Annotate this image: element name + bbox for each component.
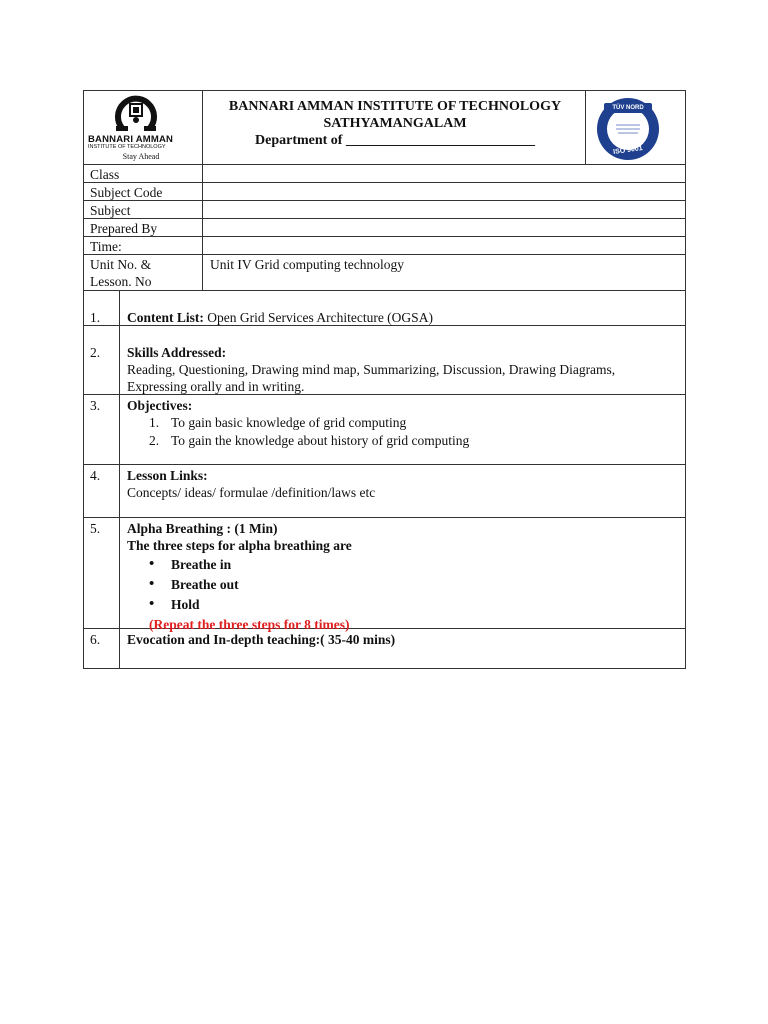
section-5-number: 5. <box>90 521 101 536</box>
table-border-right <box>685 90 686 669</box>
logo-tagline: Stay Ahead <box>122 152 160 161</box>
skills-line1: Reading, Questioning, Drawing mind map, Summarizing, Discussion, Drawing Diagrams, <box>127 362 616 377</box>
certification-logo <box>592 95 670 163</box>
repeat-note: (Repeat the three steps for 8 times) <box>149 617 350 632</box>
breathing-steps-list <box>147 556 352 616</box>
row-line <box>83 236 686 237</box>
row-line <box>83 290 686 291</box>
prepared-by-label: Prepared By <box>90 221 158 236</box>
row-line <box>83 164 686 165</box>
row-line <box>83 464 686 465</box>
row-line <box>83 182 686 183</box>
logo-name-line2: INSTITUTE OF TECHNOLOGY <box>88 144 166 150</box>
department-field: Department of ___________________________ <box>255 133 535 148</box>
logo-name-line1: BANNARI AMMAN <box>88 134 174 145</box>
table-border-bottom <box>83 668 686 669</box>
row-line <box>83 200 686 201</box>
evocation-title: Evocation and In-depth teaching:( 35-40 mins) <box>127 632 396 647</box>
section-1-number: 1. <box>90 310 101 325</box>
time-label: Time: <box>90 239 122 254</box>
section-2-number: 2. <box>90 345 101 360</box>
lesson-links-text: Concepts/ ideas/ formulae /definition/laws etc <box>127 485 376 500</box>
objectives-list <box>149 414 469 450</box>
subject-label: Subject <box>90 203 131 218</box>
header-title-block <box>205 98 585 149</box>
breathing-step: • Breathe in <box>147 556 352 576</box>
seal-top-text: TÜV NORD <box>612 105 644 111</box>
section-4-number: 4. <box>90 468 101 483</box>
objectives-title: Objectives: <box>127 398 193 413</box>
seal-bottom-text: ISO 9001 <box>612 144 644 157</box>
section-3-number: 3. <box>90 398 101 413</box>
subject-code-label: Subject Code <box>90 185 163 200</box>
alpha-breathing-title: Alpha Breathing : (1 Min) <box>127 521 278 536</box>
section-3-content <box>127 397 469 450</box>
content-list-title: Content List: <box>127 310 204 325</box>
institute-location: SATHYAMANGALAM <box>323 116 467 131</box>
lesson-links-title: Lesson Links: <box>127 468 208 483</box>
section-4-content <box>127 467 375 501</box>
section-5-content <box>127 520 352 633</box>
alpha-breathing-subtitle: The three steps for alpha breathing are <box>127 538 352 553</box>
unit-lesson-label <box>90 256 152 290</box>
institute-logo <box>88 92 198 164</box>
row-line <box>83 254 686 255</box>
section-1-content <box>127 309 433 326</box>
table-border-left <box>83 90 84 669</box>
row-line <box>83 517 686 518</box>
unit-lesson-value: Unit IV Grid computing technology <box>210 257 404 272</box>
table-border-top <box>83 90 686 91</box>
header-divider-left <box>202 90 203 290</box>
content-list-text: Open Grid Services Architecture (OGSA) <box>203 310 433 325</box>
number-column-divider <box>119 290 120 669</box>
skills-title: Skills Addressed: <box>127 345 227 360</box>
breathing-step: • Hold <box>147 596 352 616</box>
unit-label-line2: Lesson. No <box>90 274 152 289</box>
class-label: Class <box>90 167 120 182</box>
header-divider-right <box>585 90 586 164</box>
unit-label-line1: Unit No. & <box>90 257 152 272</box>
row-line <box>83 218 686 219</box>
objective-item: 1. To gain basic knowledge of grid computing <box>149 415 407 430</box>
breathing-step: • Breathe out <box>147 576 352 596</box>
objective-item: 2. To gain the knowledge about history of grid computing <box>149 433 470 448</box>
section-2-content <box>127 344 615 395</box>
institute-name: BANNARI AMMAN INSTITUTE OF TECHNOLOGY <box>228 99 562 114</box>
skills-line2: Expressing orally and in writing. <box>127 379 305 394</box>
section-6-number: 6. <box>90 632 101 647</box>
